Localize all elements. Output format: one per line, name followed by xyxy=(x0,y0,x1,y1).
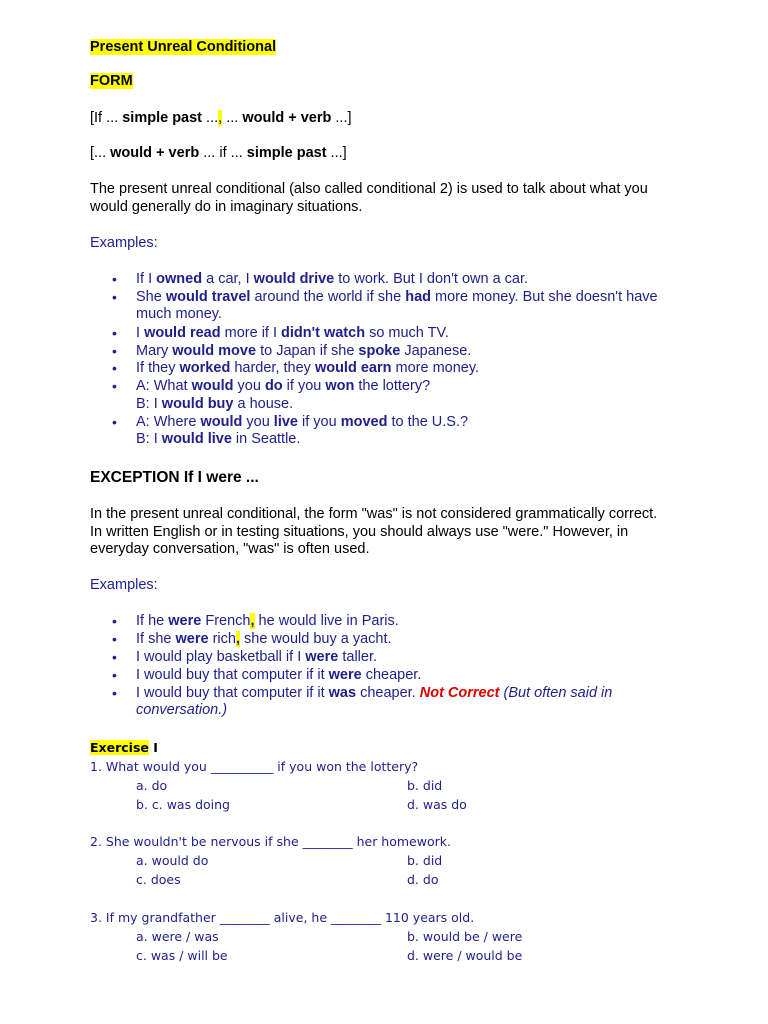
text-segment: [... xyxy=(90,145,111,161)
text-segment: the lottery? xyxy=(354,378,431,394)
q1-option-c: b. c. was doing xyxy=(136,797,230,812)
text-segment: was xyxy=(328,685,357,701)
exception-line-1: In the present unreal conditional, the form "was" is not considered grammatically correct. xyxy=(90,506,658,522)
bullet-icon: • xyxy=(112,360,117,376)
text-segment: Not Correct xyxy=(419,685,500,701)
text-segment: were xyxy=(175,631,209,647)
q2-option-c: c. does xyxy=(136,872,181,887)
text-segment: If she xyxy=(136,631,176,647)
q1-option-a: a. do xyxy=(136,778,168,793)
text-segment: would + verb xyxy=(110,145,200,161)
bullet-icon: • xyxy=(112,325,117,341)
text-segment: I would buy that computer if it xyxy=(136,685,329,701)
q3-option-d: d. were / would be xyxy=(407,948,523,963)
intro-line-1: The present unreal conditional (also called conditional 2) is used to talk about what you xyxy=(90,181,648,197)
text-segment: spoke xyxy=(358,343,401,359)
examples-label-2: Examples: xyxy=(90,577,158,593)
text-segment: would xyxy=(200,414,243,430)
text-segment: cheaper. xyxy=(361,667,422,683)
q1-option-b: b. did xyxy=(407,778,443,793)
title-text: Present Unreal Conditional xyxy=(90,39,277,55)
text-segment: would earn xyxy=(314,360,392,376)
text-segment: I would play basketball if I xyxy=(136,649,306,665)
bullet-icon: • xyxy=(112,631,117,647)
text-segment: owned xyxy=(156,271,203,287)
q2-option-d: d. do xyxy=(407,872,439,887)
example-4 xyxy=(136,343,471,361)
intro-line-2: would generally do in imaginary situations. xyxy=(90,199,363,215)
question-1: 1. What would you __________ if you won the lottery? xyxy=(90,759,419,774)
bullet-icon: • xyxy=(112,271,117,287)
exception-line-3: everyday conversation, "was" is often used. xyxy=(90,541,370,557)
text-segment: B: I xyxy=(136,431,162,447)
bullet-icon: • xyxy=(112,289,117,305)
q2-option-a: a. would do xyxy=(136,853,209,868)
text-segment: rich xyxy=(208,631,236,647)
bullet-icon: • xyxy=(112,378,117,394)
example2-2 xyxy=(136,631,392,649)
text-segment: , xyxy=(218,110,223,126)
text-segment: so much TV. xyxy=(365,325,449,341)
text-segment: if you xyxy=(282,378,326,394)
form-heading-text: FORM xyxy=(90,73,133,89)
question-3: 3. If my grandfather ________ alive, he ________ 110 years old. xyxy=(90,910,475,925)
example-6-answer xyxy=(136,396,293,414)
bullet-icon: • xyxy=(112,667,117,683)
text-segment: moved xyxy=(340,414,388,430)
form-line-1 xyxy=(90,110,352,128)
q3-option-b: b. would be / were xyxy=(407,929,523,944)
text-segment: to work. But I don't own a car. xyxy=(334,271,529,287)
text-segment: a house. xyxy=(233,396,294,412)
text-segment: if you xyxy=(297,414,341,430)
text-segment: won xyxy=(325,378,355,394)
examples-label: Examples: xyxy=(90,235,158,251)
text-segment: (But often said in xyxy=(499,685,613,701)
text-segment: to the U.S.? xyxy=(387,414,469,430)
text-segment: would read xyxy=(144,325,221,341)
text-segment: didn't watch xyxy=(281,325,366,341)
example-1 xyxy=(136,271,528,289)
text-segment: I would buy that computer if it xyxy=(136,667,329,683)
text-segment: If he xyxy=(136,613,169,629)
text-segment: were xyxy=(168,613,202,629)
text-segment: were xyxy=(305,649,339,665)
form-heading xyxy=(90,73,133,91)
example2-1 xyxy=(136,613,399,631)
text-segment: If they xyxy=(136,360,180,376)
text-segment: taller. xyxy=(338,649,378,665)
text-segment: she would buy a yacht. xyxy=(240,631,392,647)
text-segment: ...] xyxy=(326,145,347,161)
text-segment: a car, I xyxy=(202,271,254,287)
text-segment: Exercise xyxy=(90,740,149,755)
text-segment: would + verb xyxy=(242,110,332,126)
exercise-heading xyxy=(90,739,158,756)
example-2 xyxy=(136,289,658,307)
text-segment: more money. But she doesn't have xyxy=(431,289,658,305)
text-segment: would buy xyxy=(161,396,234,412)
text-segment: around the world if she xyxy=(250,289,406,305)
text-segment: were xyxy=(328,667,362,683)
text-segment: to Japan if she xyxy=(256,343,359,359)
exception-line-2: In written English or in testing situations, you should always use "were." However, in xyxy=(90,524,629,540)
text-segment: would xyxy=(191,378,234,394)
text-segment: you xyxy=(242,414,274,430)
example2-5 xyxy=(136,685,612,703)
text-segment: ... xyxy=(202,110,219,126)
text-segment: would travel xyxy=(165,289,251,305)
text-segment: harder, they xyxy=(230,360,315,376)
q3-option-a: a. were / was xyxy=(136,929,219,944)
example-3 xyxy=(136,325,449,343)
text-segment: A: Where xyxy=(136,414,201,430)
q3-option-c: c. was / will be xyxy=(136,948,228,963)
text-segment: in Seattle. xyxy=(231,431,301,447)
text-segment: do xyxy=(264,378,283,394)
text-segment: live xyxy=(273,414,298,430)
example-7-answer xyxy=(136,431,300,449)
q1-option-d: d. was do xyxy=(407,797,467,812)
text-segment: simple past xyxy=(246,145,327,161)
exception-heading: EXCEPTION If I were ... xyxy=(90,469,259,486)
text-segment: Japanese. xyxy=(400,343,472,359)
text-segment: simple past xyxy=(122,110,203,126)
example2-4 xyxy=(136,667,421,685)
text-segment: he would live in Paris. xyxy=(254,613,399,629)
text-segment: French xyxy=(201,613,251,629)
text-segment: you xyxy=(233,378,265,394)
example-5 xyxy=(136,360,479,378)
text-segment: A: What xyxy=(136,378,192,394)
example2-3 xyxy=(136,649,377,667)
form-line-2 xyxy=(90,145,347,163)
text-segment: would live xyxy=(161,431,232,447)
text-segment: , xyxy=(250,613,255,629)
question-2: 2. She wouldn't be nervous if she ________ her homework. xyxy=(90,834,451,849)
example-7 xyxy=(136,414,468,432)
bullet-icon: • xyxy=(112,649,117,665)
text-segment: If I xyxy=(136,271,157,287)
page-title xyxy=(90,39,276,57)
text-segment: more if I xyxy=(220,325,282,341)
text-segment: ... xyxy=(222,110,243,126)
text-segment: [If ... xyxy=(90,110,123,126)
text-segment: ... if ... xyxy=(199,145,247,161)
text-segment: Mary xyxy=(136,343,173,359)
bullet-icon: • xyxy=(112,343,117,359)
text-segment: more money. xyxy=(391,360,480,376)
example-6 xyxy=(136,378,430,396)
example2-5-cont: conversation.) xyxy=(136,702,228,718)
text-segment: had xyxy=(405,289,431,305)
text-segment: B: I xyxy=(136,396,162,412)
q2-option-b: b. did xyxy=(407,853,443,868)
example-2-cont: much money. xyxy=(136,306,222,322)
text-segment: worked xyxy=(179,360,231,376)
text-segment: would drive xyxy=(253,271,335,287)
text-segment: ...] xyxy=(331,110,352,126)
text-segment: She xyxy=(136,289,166,305)
text-segment: would move xyxy=(172,343,257,359)
bullet-icon: • xyxy=(112,685,117,701)
bullet-icon: • xyxy=(112,414,117,430)
text-segment: cheaper. xyxy=(356,685,420,701)
text-segment: I xyxy=(148,740,158,755)
text-segment: , xyxy=(235,631,240,647)
text-segment: I xyxy=(136,325,145,341)
bullet-icon: • xyxy=(112,613,117,629)
